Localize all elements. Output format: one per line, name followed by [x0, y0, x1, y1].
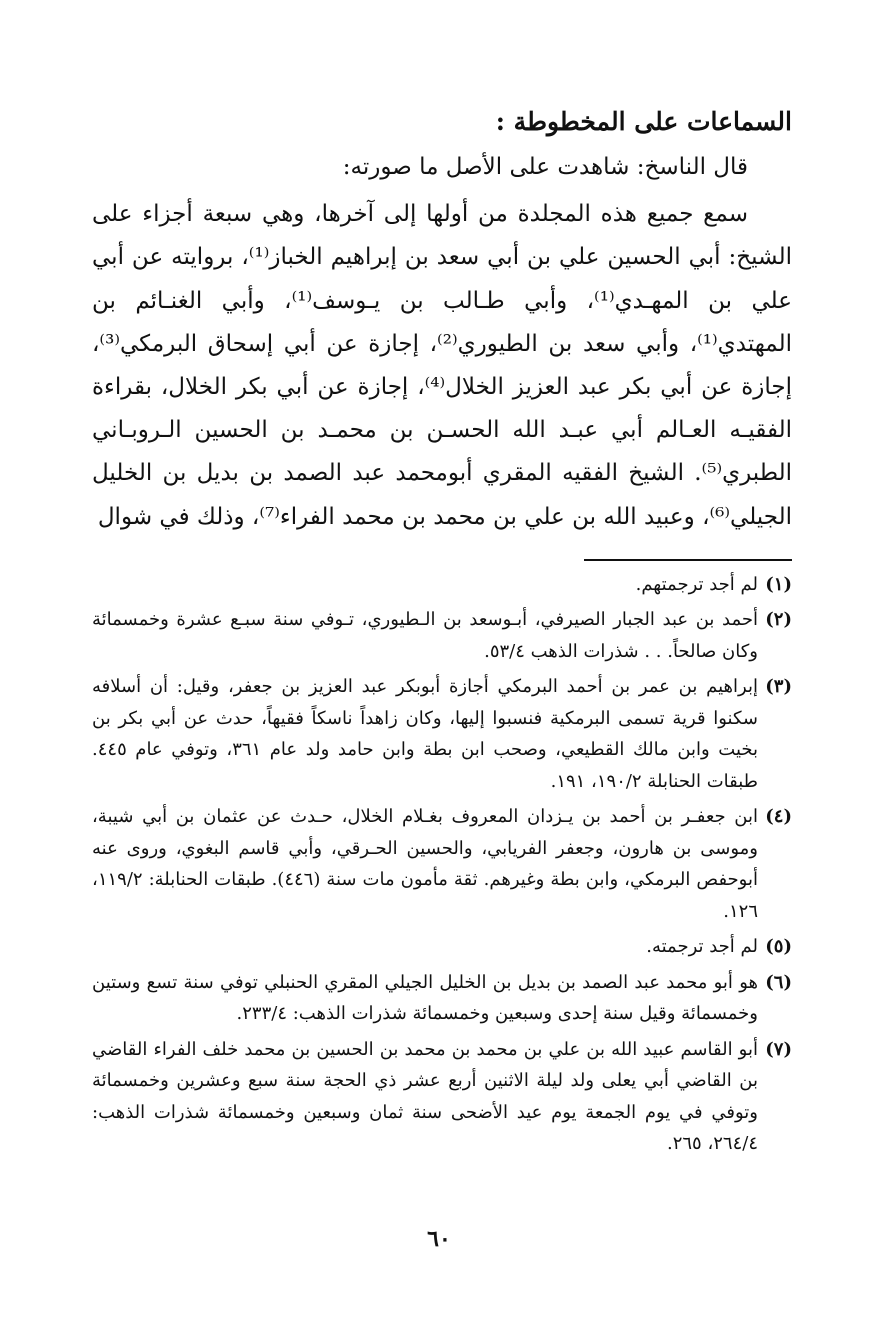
- footnote-item: [92, 801, 792, 927]
- footnote-number: (٤): [765, 806, 792, 828]
- footnote-text: هو أبو محمد عبد الصمد بن بديل بن الخليل الجيلي المقري الحنبلي توفي سنة تسع وستين وخمسمائة وقيل سنة إحدى وسبعين وخمسمائة شذرات الذهب: ٢٣٣/٤.: [92, 971, 758, 1025]
- footnote-text: لم أجد ترجمته.: [646, 936, 758, 958]
- footnote-item: [92, 931, 792, 963]
- footnote-item: [92, 1034, 792, 1160]
- footnote-text: أبو القاسم عبيد الله بن علي بن محمد بن محمد بن الحسين بن محمد خلف الفراء القاضي بن القاضي أبي يعلى ولد ليلة الاثنين أربع عشر ذي الحجة سنة سبع وعشرين وخمسمائة وتوفي في يوم الجمعة يوم عيد الأضحى سنة ثمان وسبعين وخمسمائة شذرات الذهب: ٢٦٤/٤، ٢٦٥.: [92, 1038, 758, 1155]
- footnote-divider: [584, 559, 792, 561]
- page-content: [92, 104, 792, 1164]
- footnote-item: [92, 671, 792, 797]
- page-number: ٦٠: [427, 1226, 451, 1252]
- footnote-item: [92, 967, 792, 1030]
- footnote-number: (٣): [765, 676, 792, 698]
- footnote-text: لم أجد ترجمتهم.: [635, 573, 758, 595]
- footnote-number: (٥): [765, 936, 792, 958]
- footnote-text: أحمد بن عبد الجبار الصيرفي، أبـوسعد بن الـطيوري، تـوفي سنة سبـع عشرة وخمسمائة وكان صالحاً. . . شذرات الذهب ٥٣/٤.: [92, 609, 758, 662]
- footnotes-section: [92, 569, 792, 1160]
- footnote-number: (١): [765, 573, 792, 595]
- footnote-text: ابن جعفـر بن أحمد بن يـزدان المعروف بغـلام الخلال، حـدث عن عثمان بن أبي شيبة، وموسى بن هارون، وجعفر الفريابي، والحسين الحـرقي، وأبي قاسم البغوي، وروى عنه أبوحفص البرمكي، وابن بطة وغيرهم. ثقة مأمون مات سنة (٤٤٦). طبقات الحنابلة: ١١٩/٢، ١٢٦.: [92, 806, 758, 922]
- footnote-text: إبراهيم بن عمر بن أحمد البرمكي أجازة أبوبكر عبد العزيز بن جعفر، وقيل: أن أسلافه سكنوا قرية تسمى البرمكية فنسبوا إليها، وكان زاهداً ناسكاً فقيهاً، حدث عن أبي بكر بن بخيت وابن مالك القطيعي، وصحب ابن بطة وابن حامد ولد عام ٣٦١، وتوفي عام ٤٤٥. طبقات الحنابلة ١٩٠/٢، ١٩١.: [92, 676, 759, 792]
- footnote-number: (٧): [765, 1038, 792, 1060]
- footnote-item: [92, 604, 792, 667]
- footnote-number: (٦): [765, 971, 792, 993]
- footnote-number: (٢): [765, 609, 792, 631]
- section-heading: السماعات على المخطوطة :: [495, 107, 792, 136]
- footnote-item: [92, 569, 792, 601]
- body-paragraph: سمع جميع هذه المجلدة من أولها إلى آخرها، وهي سبعة أجزاء على الشيخ: أبي الحسين علي بن أبي سعد بن إبراهيم الخباز⁽¹⁾، بروايته عن أبي علي بن المهـدي⁽¹⁾، وأبي طـالب بن يـوسف⁽¹⁾، وأبي الغنـائم بن المهتدي⁽¹⁾، وأبي سعد بن الطيوري⁽²⁾، إجازة عن أبي إسحاق البرمكي⁽³⁾، إجازة عن أبي بكر عبد العزيز الخلال⁽⁴⁾، إجازة عن أبي بكر الخلال، بقراءة الفقيـه العـالم أبي عبـد الله الحسـن بن محمـد بن الحسين الـروبـاني الطبري⁽⁵⁾. الشيخ الفقيه المقري أبومحمد عبد الصمد بن بديل بن الخليل الجيلي⁽⁶⁾، وعبيد الله بن علي بن محمد بن محمد الفراء⁽⁷⁾، وذلك في شوال: [92, 201, 792, 530]
- intro-paragraph: قال الناسخ: شاهدت على الأصل ما صورته:: [342, 154, 748, 180]
